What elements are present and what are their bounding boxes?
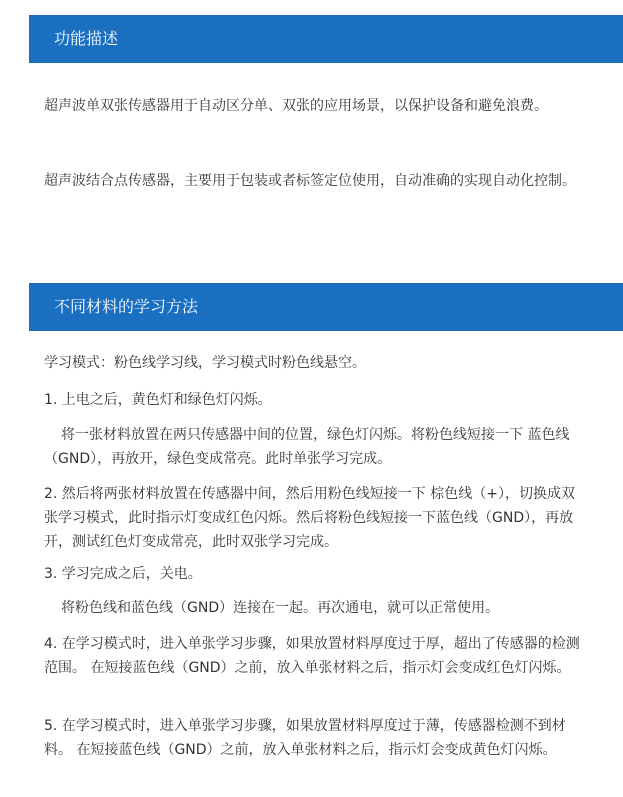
paragraph-function-2: 超声波结合点传感器，主要用于包装或者标签定位使用，自动准确的实现自动化控制。 [44, 173, 576, 189]
section-title: 不同材料的学习方法 [54, 297, 199, 316]
paragraph-connect-wires: 将粉色线和蓝色线（GND）连接在一起。再次通电，就可以正常使用。 [61, 600, 500, 616]
section-header-learning-method [29, 283, 623, 331]
paragraph-single-sheet-learning: 将一张材料放置在两只传感器中间的位置，绿色灯闪烁。将粉色线短接一下 蓝色线（GND），再放开，绿色变成常亮。此时单张学习完成。 [44, 427, 570, 467]
paragraph-step-2: 2. 然后将两张材料放置在传感器中间，然后用粉色线短接一下 棕色线（+），切换成双张学习模式，此时指示灯变成红色闪烁。然后将粉色线短接一下蓝色线（GND），再放开，测试红色灯变成常亮，此时双张学习完成。 [44, 486, 575, 550]
paragraph-step-5: 5. 在学习模式时，进入单张学习步骤，如果放置材料厚度过于薄，传感器检测不到材料。 在短接蓝色线（GND）之前，放入单张材料之后，指示灯会变成黄色灯闪烁。 [44, 718, 566, 758]
paragraph-step-3: 3. 学习完成之后，关电。 [44, 566, 202, 582]
section-title: 功能描述 [54, 29, 119, 48]
paragraph-learning-mode: 学习模式：粉色线学习线，学习模式时粉色线悬空。 [44, 355, 366, 371]
paragraph-step-4: 4. 在学习模式时，进入单张学习步骤，如果放置材料厚度过于厚，超出了传感器的检测范围。 在短接蓝色线（GND）之前，放入单张材料之后，指示灯会变成红色灯闪烁。 [44, 636, 580, 676]
paragraph-step-1: 1. 上电之后，黄色灯和绿色灯闪烁。 [44, 392, 272, 408]
paragraph-function-1: 超声波单双张传感器用于自动区分单、双张的应用场景，以保护设备和避免浪费。 [44, 98, 548, 114]
section-header-function-description [29, 15, 623, 63]
